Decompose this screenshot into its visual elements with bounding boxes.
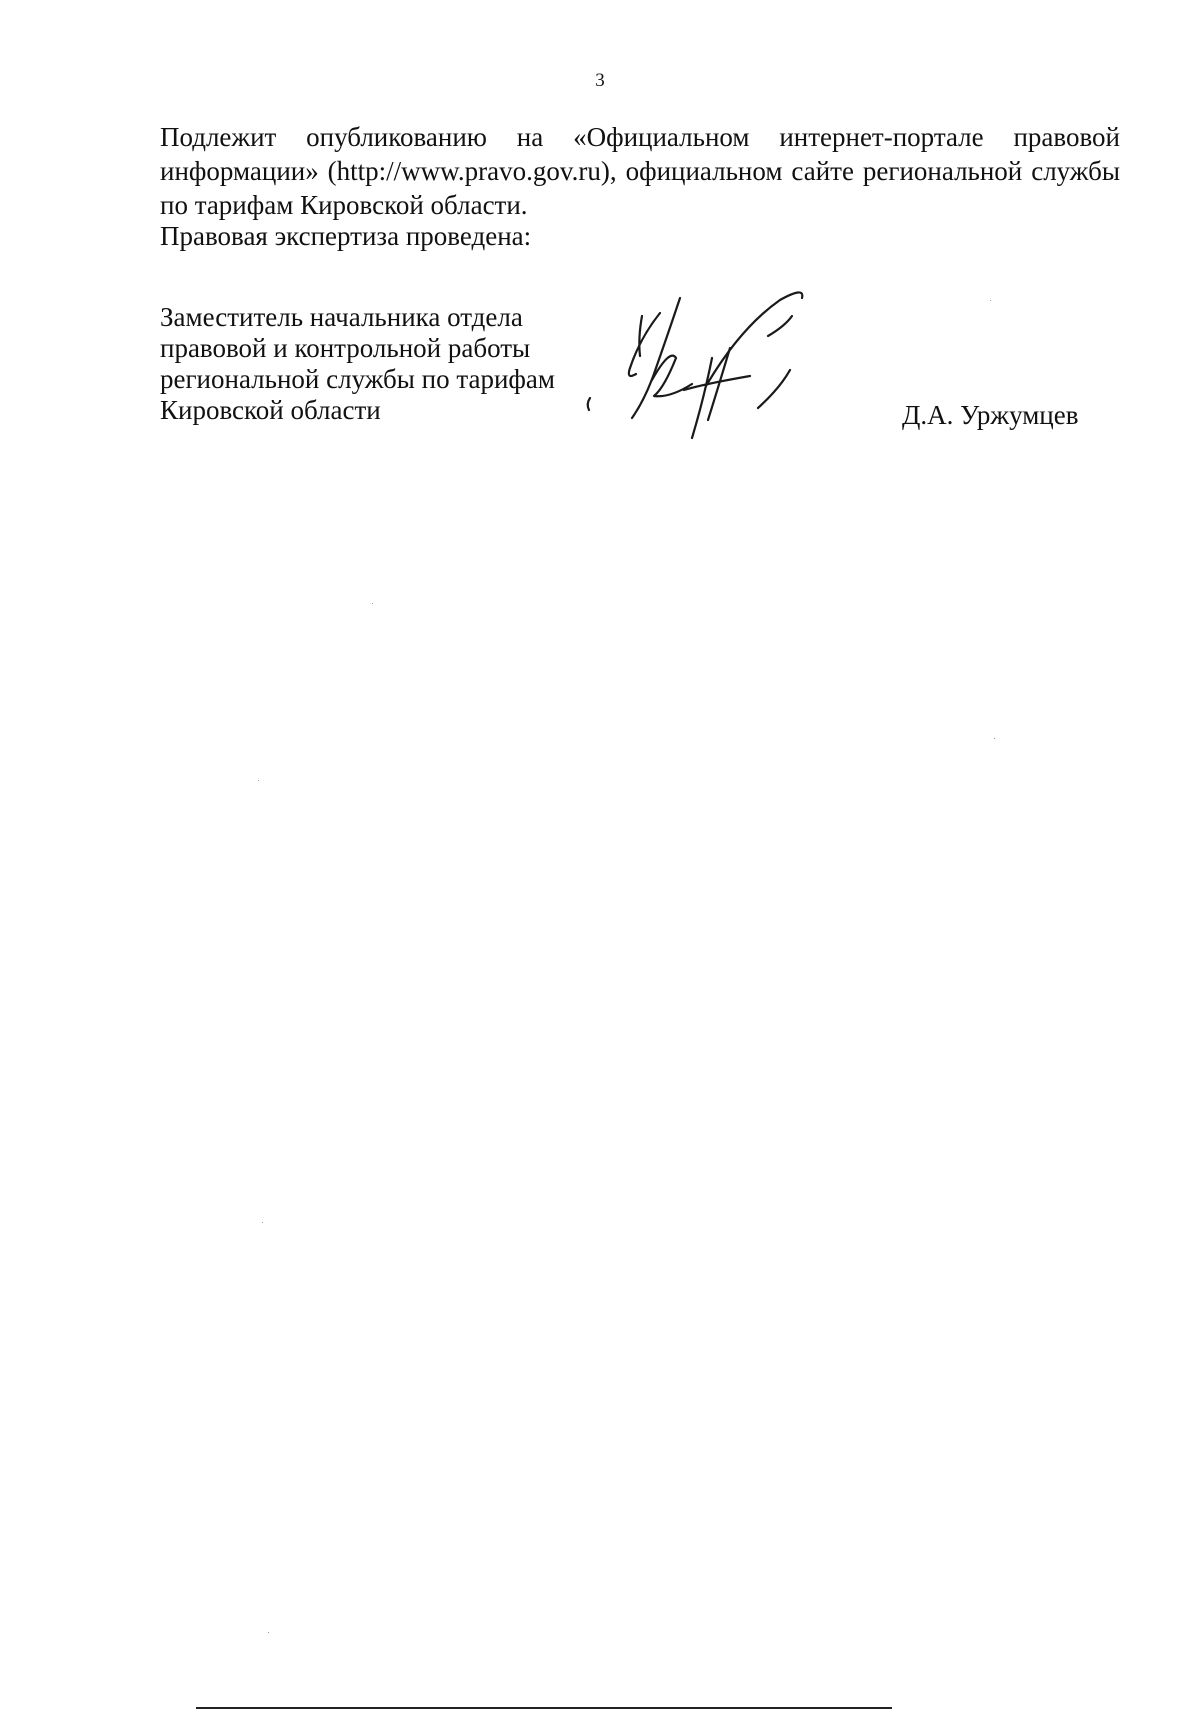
scan-speck	[258, 780, 259, 781]
scan-speck	[372, 603, 373, 604]
page-number: 3	[595, 70, 605, 91]
scan-speck	[990, 300, 991, 301]
footer-rule	[196, 1707, 892, 1709]
signatory-name: Д.А. Уржумцев	[902, 400, 1079, 430]
signatory-position-line: Кировской области	[160, 395, 381, 425]
legal-review-note: Правовая экспертиза проведена:	[160, 221, 532, 251]
scan-speck	[262, 1222, 263, 1223]
scan-speck	[268, 1632, 269, 1633]
signatory-position	[160, 302, 600, 426]
handwritten-signature	[580, 288, 880, 448]
scan-speck	[994, 738, 995, 739]
signatory-position-line: региональной службы по тарифам	[160, 364, 555, 394]
publication-notice: Подлежит опубликованию на «Официальном интернет-портале правовой информации» (http://www.pravo.gov.ru), официальном сайте региональной службы по тарифам Кировской области.	[160, 122, 1120, 220]
signatory-position-line: Заместитель начальника отдела	[160, 302, 523, 332]
signatory-position-line: правовой и контрольной работы	[160, 333, 531, 363]
